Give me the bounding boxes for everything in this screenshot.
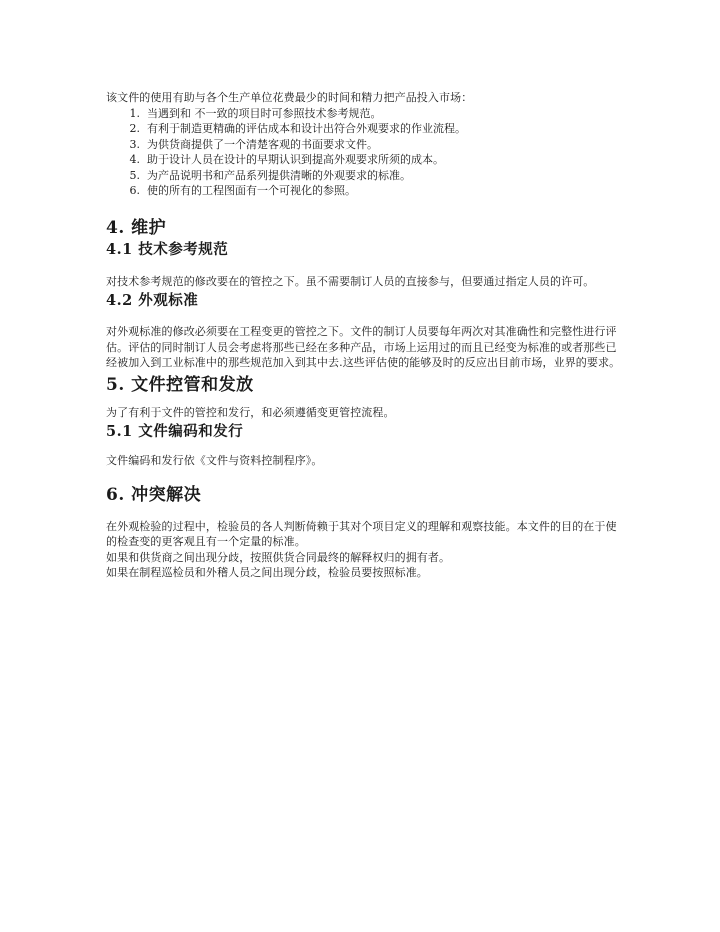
section-4-2-line: 估。评估的同时制订人员会考虑将那些已经在多种产品，市场上运用过的而且已经变为标准的或者那些已 xyxy=(106,340,617,354)
list-item xyxy=(106,183,662,199)
list-item-number: 1. xyxy=(129,106,140,120)
list-item-number: 5. xyxy=(129,168,140,182)
list-item-number: 6. xyxy=(129,184,140,197)
section-6-line: 的检查变的更客观且有一个定量的标准。 xyxy=(106,535,306,548)
section-5-heading: 5. 文件控管和发放 xyxy=(106,374,254,395)
list-item xyxy=(106,137,662,153)
benefit-list xyxy=(106,106,662,199)
section-5-1-body: 文件编码和发行依《文件与资料控制程序》。 xyxy=(106,454,323,467)
list-item-text: 为产品说明书和产品系列提供清晰的外观要求的标准。 xyxy=(147,168,411,182)
list-item-text: 有利于制造更精确的评估成本和设计出符合外观要求的作业流程。 xyxy=(147,122,466,135)
list-item-text: 助于设计人员在设计的早期认识到提高外观要求所须的成本。 xyxy=(147,153,444,166)
list-item xyxy=(106,106,662,122)
list-item-text: 当遇到和 不一致的项目时可参照技术参考规范。 xyxy=(147,106,382,120)
section-6-heading: 6. 冲突解决 xyxy=(106,484,202,505)
intro-paragraph: 该文件的使用有助与各个生产单位花费最少的时间和精力把产品投入市场： xyxy=(106,91,473,104)
list-item xyxy=(106,168,662,184)
list-item-text: 使的所有的工程图面有一个可视化的参照。 xyxy=(147,184,356,197)
list-item-number: 4. xyxy=(129,153,140,166)
section-5-body: 为了有利于文件的管控和发行，和必须遵循变更管控流程。 xyxy=(106,405,395,419)
list-item xyxy=(106,121,662,137)
section-4-1-heading: 4.1 技术参考规范 xyxy=(106,240,229,258)
section-5-1-heading: 5.1 文件编码和发行 xyxy=(106,423,244,440)
document-page xyxy=(106,90,662,581)
list-item-text: 为供货商提供了一个清楚客观的书面要求文件。 xyxy=(147,137,378,151)
list-item xyxy=(106,152,662,168)
section-4-2-heading: 4.2 外观标准 xyxy=(106,292,199,309)
section-4-2-line: 经被加入到工业标准中的那些规范加入到其中去.这些评估使的能够及时的反应出目前市场，业界的要求。 xyxy=(106,356,621,369)
list-item-number: 2. xyxy=(129,122,140,135)
section-4-1-body: 对技术参考规范的修改要在的管控之下。虽不需要制订人员的直接参与，但要通过指定人员的许可。 xyxy=(106,274,595,288)
section-4-heading: 4. 维护 xyxy=(106,217,167,238)
section-6-line: 如果在制程巡检员和外稽人员之间出现分歧，检验员要按照标准。 xyxy=(106,566,428,579)
section-4-2-line: 对外观标准的修改必须要在工程变更的管控之下。文件的制订人员要每年两次对其准确性和完整性进行评 xyxy=(106,325,617,338)
list-item-number: 3. xyxy=(129,137,140,151)
section-6-line: 如果和供货商之间出现分歧，按照供货合同最终的解释权归的拥有者。 xyxy=(106,550,451,564)
section-6-line: 在外观检验的过程中，检验员的各人判断倚赖于其对个项目定义的理解和观察技能。本文件的目的在于使 xyxy=(106,519,617,533)
